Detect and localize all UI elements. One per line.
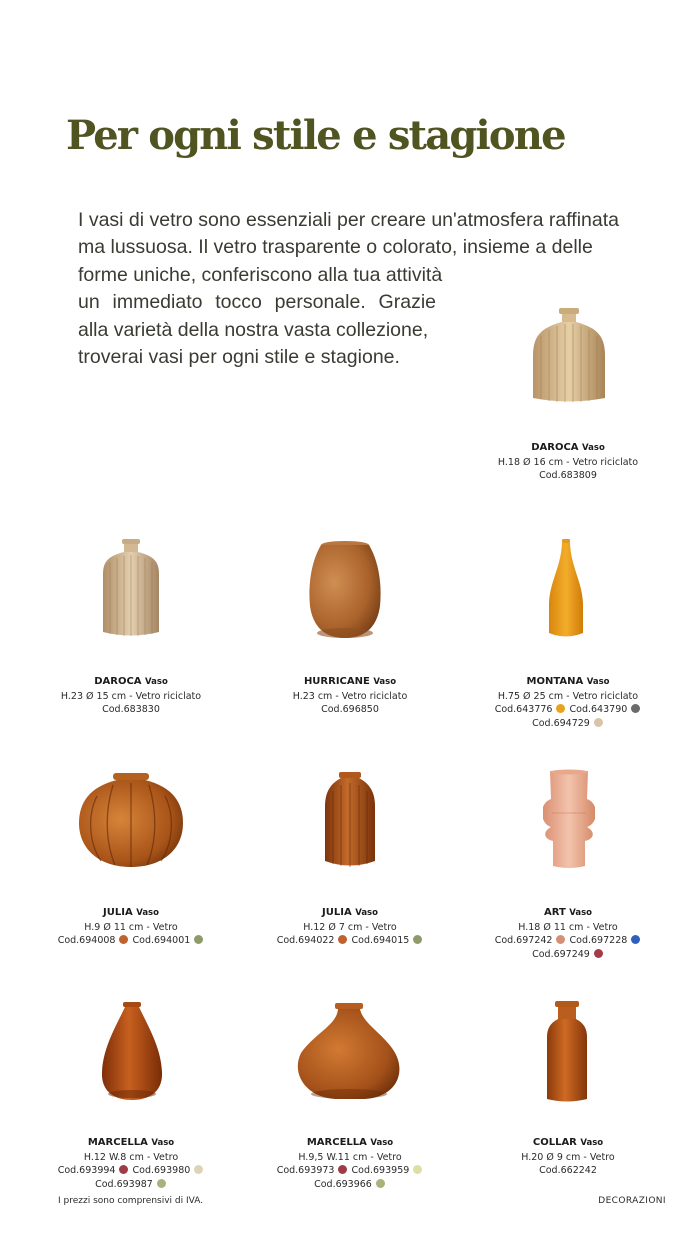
- product-card: [240, 675, 460, 717]
- product-name: ART: [543, 907, 566, 918]
- product-code: Cod.683830: [102, 704, 160, 715]
- product-name: JULIA: [103, 907, 133, 918]
- product-desc: H.9,5 W.11 cm - Vetro: [298, 1151, 402, 1163]
- product-desc: H.20 Ø 9 cm - Vetro: [521, 1151, 615, 1163]
- product-code: Cod.643790: [569, 704, 628, 715]
- product-code: Cod.662242: [539, 1165, 597, 1176]
- intro-line: I vasi di vetro sono essenziali per creare un'atmosfera raffinata: [78, 209, 619, 231]
- product-code: Cod.694001: [132, 935, 191, 946]
- product-code: Cod.693959: [351, 1165, 410, 1176]
- product-card: [458, 441, 678, 483]
- color-swatch: [556, 704, 565, 713]
- product-desc: H.23 Ø 15 cm - Vetro riciclato: [60, 690, 202, 702]
- product-name: JULIA: [322, 907, 352, 918]
- color-swatch: [594, 718, 603, 727]
- hurricane-vase-image: [306, 540, 384, 642]
- product-type: Vaso: [355, 908, 378, 918]
- marcella-vase-image: [99, 1000, 165, 1104]
- julia-round-vase-image: [77, 771, 185, 871]
- color-swatch: [338, 1165, 347, 1174]
- marcella-wide-vase-image: [295, 1001, 403, 1103]
- color-swatch: [119, 935, 128, 944]
- product-name: HURRICANE: [303, 676, 370, 687]
- color-swatch: [157, 1179, 166, 1188]
- product-name: DAROCA: [94, 676, 142, 687]
- intro-line: alla varietà della nostra vasta collezione,: [78, 318, 429, 341]
- color-swatch: [194, 935, 203, 944]
- product-code: Cod.694729: [532, 717, 590, 729]
- product-code: Cod.696850: [321, 704, 379, 715]
- julia-tall-vase-image: [322, 771, 378, 871]
- page-title: Per ogni stile e stagione: [66, 112, 565, 159]
- product-code: Cod.693966: [314, 1178, 372, 1190]
- vat-note: I prezzi sono comprensivi di IVA.: [58, 1196, 204, 1206]
- product-card: [458, 906, 678, 961]
- product-code: Cod.693973: [276, 1165, 335, 1176]
- product-card: [21, 1136, 241, 1191]
- product-desc: H.18 Ø 16 cm - Vetro riciclato: [497, 456, 639, 468]
- product-code: Cod.697242: [494, 935, 553, 946]
- product-type: Vaso: [370, 1138, 394, 1148]
- product-code: Cod.694008: [57, 935, 116, 946]
- product-name: MONTANA: [526, 676, 584, 687]
- product-code: Cod.694015: [351, 935, 410, 946]
- product-type: Vaso: [151, 1138, 175, 1148]
- collar-vase-image: [544, 999, 590, 1105]
- product-desc: H.9 Ø 11 cm - Vetro: [84, 921, 178, 933]
- product-card: [21, 675, 241, 717]
- product-name: MARCELLA: [306, 1137, 367, 1148]
- color-swatch: [594, 949, 603, 958]
- color-swatch: [413, 935, 422, 944]
- color-swatch: [194, 1165, 203, 1174]
- montana-vase-image: [546, 537, 586, 641]
- product-code: Cod.683809: [539, 470, 597, 481]
- section-label: DECORAZIONI: [598, 1196, 666, 1206]
- product-code: Cod.643776: [494, 704, 553, 715]
- product-code: Cod.697249: [532, 948, 590, 960]
- color-swatch: [413, 1165, 422, 1174]
- daroca-vase-image: [529, 306, 609, 406]
- art-vase-image: [543, 769, 595, 871]
- color-swatch: [631, 935, 640, 944]
- intro-line: forme uniche, conferiscono alla tua attività: [78, 263, 443, 286]
- product-type: Vaso: [580, 1138, 604, 1148]
- product-type: Vaso: [586, 677, 610, 687]
- product-desc: H.75 Ø 25 cm - Vetro riciclato: [497, 690, 639, 702]
- product-card: [458, 1136, 678, 1178]
- product-code: Cod.697228: [569, 935, 628, 946]
- color-swatch: [556, 935, 565, 944]
- daroca-vase-image: [100, 538, 162, 640]
- color-swatch: [338, 935, 347, 944]
- product-type: Vaso: [373, 677, 397, 687]
- color-swatch: [119, 1165, 128, 1174]
- product-code: Cod.693994: [57, 1165, 116, 1176]
- intro-line: un immediato tocco personale. Grazie: [78, 291, 436, 314]
- product-card: [458, 675, 678, 730]
- product-card: [21, 906, 241, 948]
- product-type: Vaso: [136, 908, 159, 918]
- product-type: Vaso: [145, 677, 168, 687]
- product-type: Vaso: [569, 908, 593, 918]
- product-desc: H.12 W.8 cm - Vetro: [83, 1151, 179, 1163]
- product-type: Vaso: [582, 443, 605, 453]
- color-swatch: [376, 1179, 385, 1188]
- intro-line: ma lussuosa. Il vetro trasparente o colorato, insieme a delle: [78, 236, 593, 259]
- product-desc: H.18 Ø 11 cm - Vetro: [518, 921, 618, 933]
- product-code: Cod.694022: [276, 935, 335, 946]
- product-name: MARCELLA: [87, 1137, 148, 1148]
- product-card: [240, 906, 460, 948]
- product-desc: H.12 Ø 7 cm - Vetro: [303, 921, 397, 933]
- product-card: [240, 1136, 460, 1191]
- color-swatch: [631, 704, 640, 713]
- product-code: Cod.693980: [132, 1165, 191, 1176]
- product-name: COLLAR: [532, 1137, 577, 1148]
- product-name: DAROCA: [531, 442, 579, 453]
- product-desc: H.23 cm - Vetro riciclato: [292, 690, 408, 702]
- product-code: Cod.693987: [95, 1178, 153, 1190]
- intro-line: troverai vasi per ogni stile e stagione.: [78, 346, 400, 369]
